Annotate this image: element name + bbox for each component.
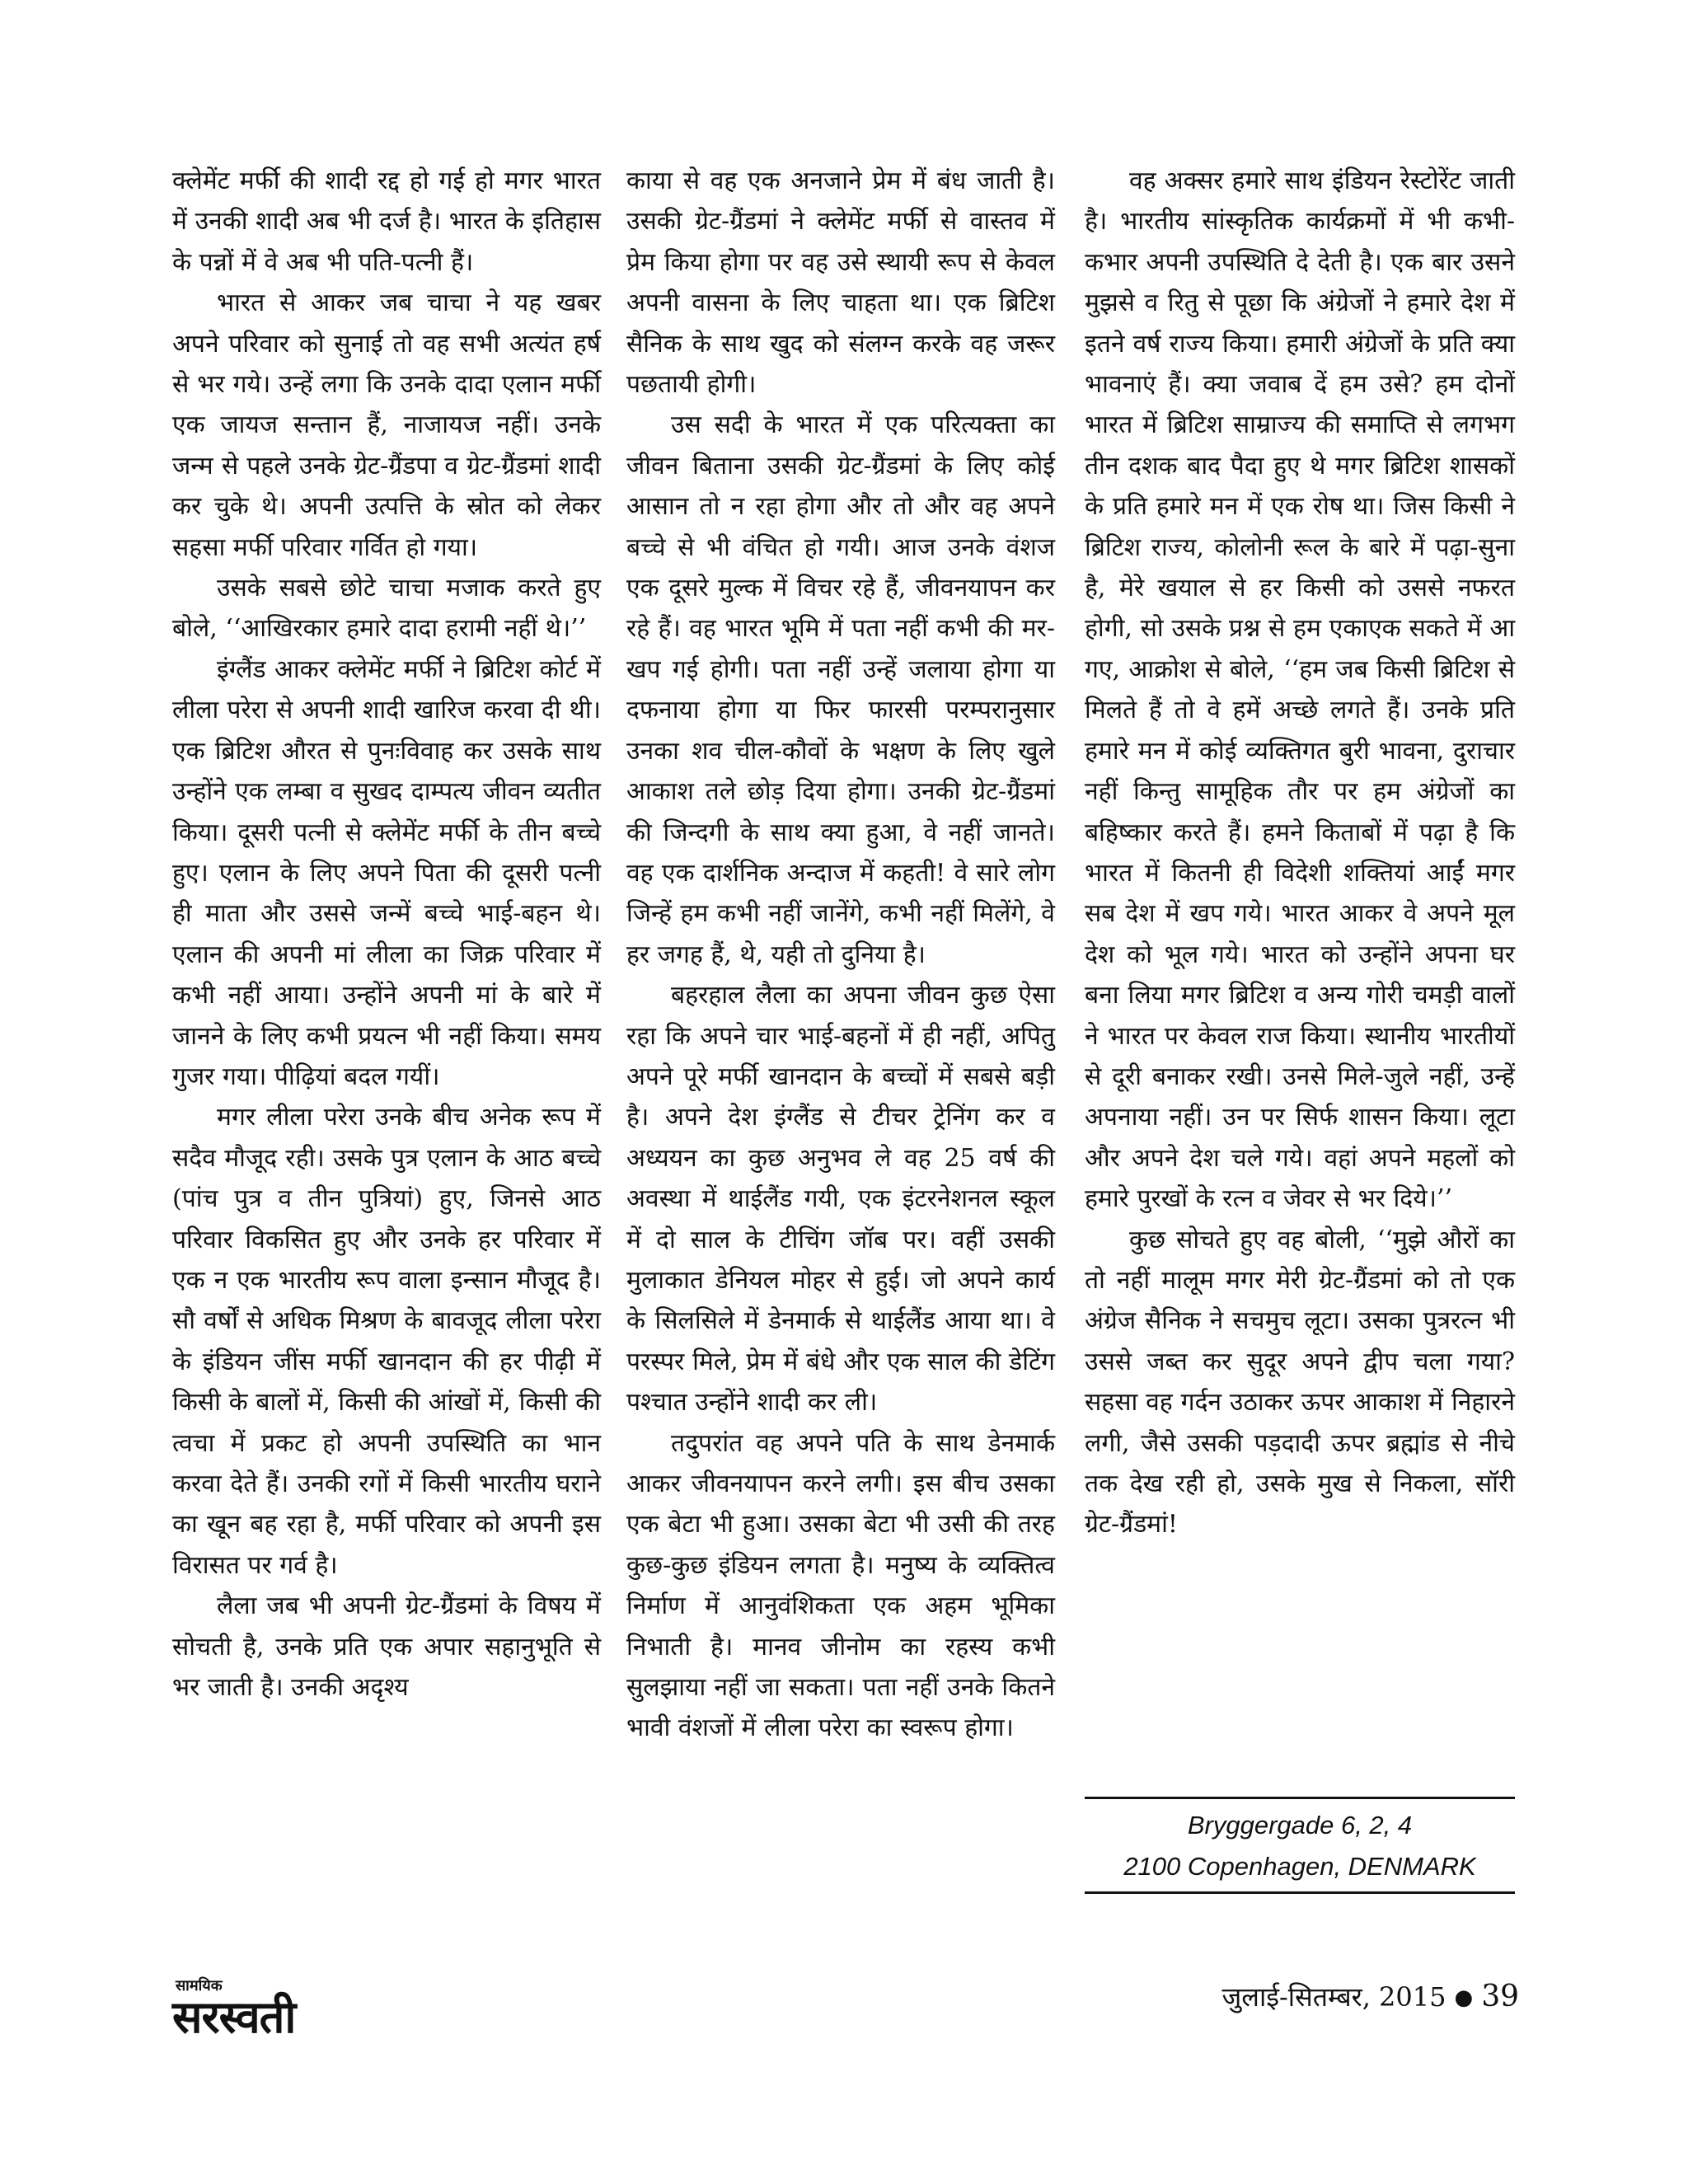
magazine-logo — [172, 1978, 295, 2041]
left-column — [172, 161, 601, 1708]
magazine-logo-name: सरस्वती — [172, 1991, 296, 2043]
paragraph: उसके सबसे छोटे चाचा मजाक करते हुए बोले, ‘‘आखिरकार हमारे दादा हरामी नहीं थे।’’ — [172, 574, 601, 644]
author-address — [1085, 1805, 1515, 1887]
issue-date: जुलाई-सितम्बर, 2015 — [1221, 1981, 1447, 2013]
paragraph: वह अक्सर हमारे साथ इंडियन रेस्टोरेंट जाती है। भारतीय सांस्कृतिक कार्यक्रमों में भी कभी-कभार अपनी उपस्थिति दे देती है। एक बार उसने मुझसे व रितु से पूछा कि अंग्रेजों ने हमारे देश में इतने वर्ष राज्य किया। हमारी अंग्रेजों के प्रति क्या भावनाएं हैं। क्या जवाब दें हम उसे? हम दोनों भारत में ब्रिटिश साम्राज्य की समाप्ति से लगभग तीन दशक बाद पैदा हुए थे मगर ब्रिटिश शासकों के प्रति हमारे मन में एक रोष था। जिस किसी ने ब्रिटिश राज्य, कोलोनी रूल के बारे में पढ़ा-सुना है, मेरे खयाल से हर किसी को उससे नफरत होगी, सो उसके प्रश्न से हम एकाएक सकते में आ गए, आक्रोश से बोले, ‘‘हम जब किसी ब्रिटिश से मिलते हैं तो वे हमें अच्छे लगते हैं। उनके प्रति हमारे मन में कोई व्यक्तिगत बुरी भावना, दुराचार नहीं किन्तु सामूहिक तौर पर हम अंग्रेजों का बहिष्कार करते हैं। हमने किताबों में पढ़ा है कि भारत में कितनी ही विदेशी शक्तियां आईं मगर सब देश में खप गये। भारत आकर वे अपने मूल देश को भूल गये। भारत को उन्होंने अपना घर बना लिया मगर ब्रिटिश व अन्य गोरी चमड़ी वालों ने भारत पर केवल राज किया। स्थानीय भारतीयों से दूरी बनाकर रखी। उनसे मिले-जुले नहीं, उन्हें अपनाया नहीं। उन पर सिर्फ शासन किया। लूटा और अपने देश चले गये। वहां अपने महलों को हमारे पुरखों के रत्न व जेवर से भर दिये।’’ — [1085, 166, 1515, 1214]
paragraph: कुछ सोचते हुए वह बोली, ‘‘मुझे औरों का तो नहीं मालूम मगर मेरी ग्रेट-ग्रैंडमां को तो एक अंग्रेज सैनिक ने सचमुच लूटा। उसका पुत्ररत्न भी उससे जब्त कर सुदूर अपने द्वीप चला गया? सहसा वह गर्दन उठाकर ऊपर आकाश में निहारने लगी, जैसे उसकी पड़दादी ऊपर ब्रह्मांड से नीचे तक देख रही हो, उसके मुख से निकला, सॉरी ग्रेट-ग्रैंडमां! — [1085, 1225, 1515, 1540]
right-column — [1085, 161, 1515, 1545]
paragraph: तदुपरांत वह अपने पति के साथ डेनमार्क आकर जीवनयापन करने लगी। इस बीच उसका एक बेटा भी हुआ। उसका बेटा भी उसी की तरह कुछ-कुछ इंडियन लगता है। मनुष्य के व्यक्तित्व निर्माण में आनुवंशिकता एक अहम भूमिका निभाती है। मानव जीनोम का रहस्य कभी सुलझाया नहीं जा सकता। पता नहीं उनके कितने भावी वंशजों में लीला परेरा का स्वरूप होगा। — [626, 1428, 1055, 1743]
middle-column — [626, 161, 1055, 1749]
address-top-rule — [1085, 1797, 1515, 1799]
address-line-1: Bryggergade 6, 2, 4 — [1187, 1811, 1413, 1840]
paragraph: मगर लीला परेरा उनके बीच अनेक रूप में सदैव मौजूद रही। उसके पुत्र एलान के आठ बच्चे (पांच पुत्र व तीन पुत्रियां) हुए, जिनसे आठ परिवार विकसित हुए और उनके हर परिवार में एक न एक भारतीय रूप वाला इन्सान मौजूद है। सौ वर्षों से अधिक मिश्रण के बावजूद लीला परेरा के इंडियन जींस मर्फी खानदान की हर पीढ़ी में किसी के बालों में, किसी की आंखों में, किसी की त्वचा में प्रकट हो अपनी उपस्थिति का भान करवा देते हैं। उनकी रगों में किसी भारतीय घराने का खून बह रहा है, मर्फी परिवार को अपनी इस विरासत पर गर्व है। — [172, 1103, 601, 1580]
paragraph: बहरहाल लैला का अपना जीवन कुछ ऐसा रहा कि अपने चार भाई-बहनों में ही नहीं, अपितु अपने पूरे मर्फी खानदान के बच्चों में सबसे बड़ी है। अपने देश इंग्लैंड से टीचर ट्रेनिंग कर व अध्ययन का कुछ अनुभव ले वह 25 वर्ष की अवस्था में थाईलैंड गयी, एक इंटरनेशनल स्कूल में दो साल के टीचिंग जॉब पर। वहीं उसकी मुलाकात डेनियल मोहर से हुई। जो अपने कार्य के सिलसिले में डेनमार्क से थाईलैंड आया था। वे परस्पर मिले, प्रेम में बंधे और एक साल की डेटिंग पश्चात उन्होंने शादी कर ली। — [626, 981, 1055, 1418]
page-number: 39 — [1481, 1980, 1519, 2013]
magazine-logo-small: सामयिक — [176, 1977, 223, 1994]
address-line-2: 2100 Copenhagen, DENMARK — [1123, 1852, 1476, 1881]
paragraph: क्लेमेंट मर्फी की शादी रद्द हो गई हो मगर भारत में उनकी शादी अब भी दर्ज है। भारत के इतिहास के पन्नों में वे अब भी पति-पत्नी हैं। — [172, 166, 601, 277]
paragraph: उस सदी के भारत में एक परित्यक्ता का जीवन बिताना उसकी ग्रेट-ग्रैंडमां के लिए कोई आसान तो न रहा होगा और तो और वह अपने बच्चे से भी वंचित हो गयी। आज उनके वंशज एक दूसरे मुल्क में विचर रहे हैं, जीवनयापन कर रहे हैं। वह भारत भूमि में पता नहीं कभी की मर-खप गई होगी। पता नहीं उन्हें जलाया होगा या दफनाया होगा या फिर फारसी परम्परानुसार उनका शव चील-कौवों के भक्षण के लिए खुले आकाश तले छोड़ दिया होगा। उनकी ग्रेट-ग्रैंडमां की जिन्दगी के साथ क्या हुआ, वे नहीं जानते। वह एक दार्शनिक अन्दाज में कहती! वे सारे लोग जिन्हें हम कभी नहीं जानेंगे, कभी नहीं मिलेंगे, वे हर जगह हैं, थे, यही तो दुनिया है। — [626, 410, 1055, 969]
paragraph: इंग्लैंड आकर क्लेमेंट मर्फी ने ब्रिटिश कोर्ट में लीला परेरा से अपनी शादी खारिज करवा दी थी। एक ब्रिटिश औरत से पुनःविवाह कर उसके साथ उन्होंने एक लम्बा व सुखद दाम्पत्य जीवन व्यतीत किया। दूसरी पत्नी से क्लेमेंट मर्फी के तीन बच्चे हुए। एलान के लिए अपने पिता की दूसरी पत्नी ही माता और उससे जन्में बच्चे भाई-बहन थे। एलान की अपनी मां लीला का जिक्र परिवार में कभी नहीं आया। उन्होंने अपनी मां के बारे में जानने के लिए कभी प्रयत्न भी नहीं किया। समय गुजर गया। पीढ़ियां बदल गयीं। — [172, 654, 601, 1091]
page-footer — [1222, 1976, 1519, 2018]
paragraph: काया से वह एक अनजाने प्रेम में बंध जाती है। उसकी ग्रेट-ग्रैंडमां ने क्लेमेंट मर्फी से वास्तव में प्रेम किया होगा पर वह उसे स्थायी रूप से केवल अपनी वासना के लिए चाहता था। एक ब्रिटिश सैनिक के साथ खुद को संलग्न करके वह जरूर पछतायी होगी। — [626, 166, 1055, 400]
bullet-icon: ● — [1454, 1985, 1474, 2010]
paragraph: भारत से आकर जब चाचा ने यह खबर अपने परिवार को सुनाई तो वह सभी अत्यंत हर्ष से भर गये। उन्हें लगा कि उनके दादा एलान मर्फी एक जायज सन्तान हैं, नाजायज नहीं। उनके जन्म से पहले उनके ग्रेट-ग्रैंडपा व ग्रेट-ग्रैंडमां शादी कर चुके थे। अपनी उत्पत्ति के स्रोत को लेकर सहसा मर्फी परिवार गर्वित हो गया। — [172, 288, 601, 562]
address-bottom-rule — [1085, 1891, 1515, 1894]
paragraph: लैला जब भी अपनी ग्रेट-ग्रैंडमां के विषय में सोचती है, उनके प्रति एक अपार सहानुभूति से भर जाती है। उनकी अदृश्य — [172, 1591, 601, 1703]
